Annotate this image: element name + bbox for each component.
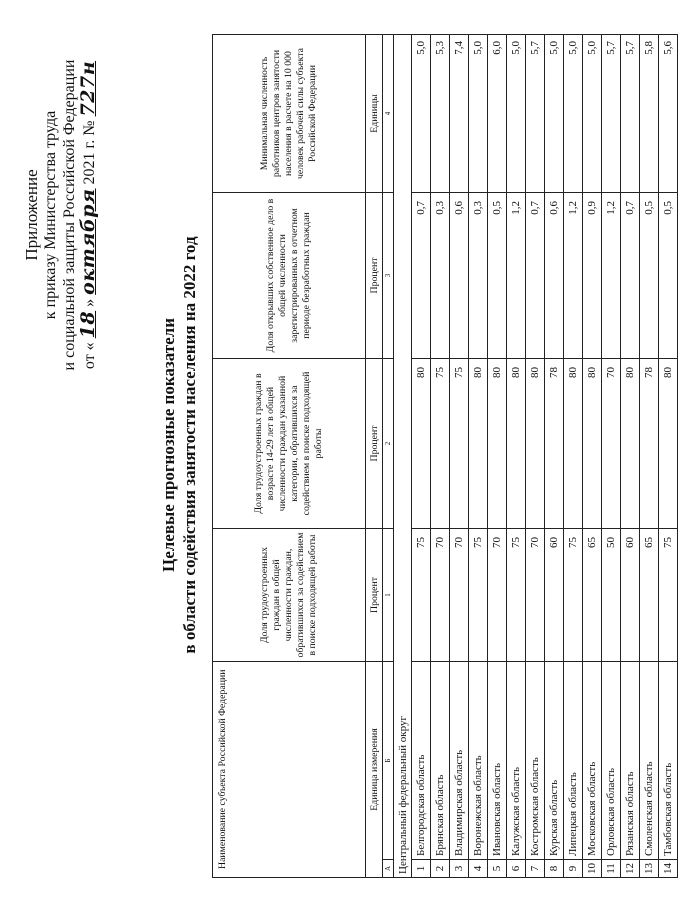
table-row <box>450 35 469 878</box>
order-number: 727н <box>77 60 99 117</box>
row-number: 14 <box>659 860 678 878</box>
region-name: Ивановская область <box>488 662 507 860</box>
value-col3: 1,2 <box>507 193 526 359</box>
header-col3: Доля открывших собственное дело в общей численности зарегистрированных в отчетном периоде безработных граждан <box>213 193 366 359</box>
region-name: Воронежская область <box>469 662 488 860</box>
row-number: 1 <box>412 860 431 878</box>
row-number: 9 <box>564 860 583 878</box>
value-col2: 80 <box>583 359 602 529</box>
row-number: 12 <box>621 860 640 878</box>
value-col3: 0,5 <box>488 193 507 359</box>
region-name: Белгородская область <box>412 662 431 860</box>
row-number: 10 <box>583 860 602 878</box>
header-col4: Минимальная численность работников центров занятости населения в расчете на 10 000 человек рабочей силы субъекта Российской Федерации <box>213 35 366 193</box>
units-row <box>366 35 383 878</box>
region-name: Липецкая область <box>564 662 583 860</box>
value-col4: 6,0 <box>488 35 507 193</box>
value-col1: 65 <box>583 529 602 662</box>
header-row <box>213 35 366 878</box>
value-col4: 5,6 <box>659 35 678 193</box>
value-col4: 5,0 <box>583 35 602 193</box>
table-row <box>431 35 450 878</box>
date-month: октября <box>77 188 99 295</box>
data-rows <box>412 35 678 878</box>
table-row <box>412 35 431 878</box>
header-name: Наименование субъекта Российской Федерации <box>213 662 366 878</box>
value-col4: 5,0 <box>507 35 526 193</box>
date-year: 2021 г. № <box>81 120 98 185</box>
value-col1: 70 <box>488 529 507 662</box>
date-mid: » <box>81 298 98 307</box>
unit-col3: Процент <box>366 193 383 359</box>
value-col1: 70 <box>431 529 450 662</box>
value-col1: 65 <box>640 529 659 662</box>
row-number: 5 <box>488 860 507 878</box>
value-col3: 0,7 <box>621 193 640 359</box>
region-name: Тамбовская область <box>659 662 678 860</box>
header-col2: Доля трудоустроенных граждан в возрасте 14-29 лет в общей численности граждан указанной категории, обратившихся за содействием в поиске подходящей работы <box>213 359 366 529</box>
appendix-ministry-line: и социальной защиты Российской Федерации <box>61 59 78 371</box>
value-col1: 75 <box>564 529 583 662</box>
table-row <box>659 35 678 878</box>
value-col1: 75 <box>469 529 488 662</box>
value-col1: 50 <box>602 529 621 662</box>
unit-col2: Процент <box>366 359 383 529</box>
value-col4: 5,0 <box>412 35 431 193</box>
value-col4: 5,0 <box>545 35 564 193</box>
value-col3: 0,7 <box>412 193 431 359</box>
value-col3: 0,3 <box>431 193 450 359</box>
region-name: Калужская область <box>507 662 526 860</box>
table-row <box>526 35 545 878</box>
appendix-block <box>22 25 99 405</box>
document-title <box>158 125 200 765</box>
region-name: Орловская область <box>602 662 621 860</box>
row-number: 4 <box>469 860 488 878</box>
table-row <box>469 35 488 878</box>
value-col1: 60 <box>621 529 640 662</box>
value-col2: 80 <box>412 359 431 529</box>
col-number: А <box>383 860 394 878</box>
value-col3: 0,5 <box>659 193 678 359</box>
value-col4: 5,0 <box>469 35 488 193</box>
header-col1: Доля трудоустроенных граждан в общей численности граждан, обратившихся за содействием в поиске подходящей работы <box>213 529 366 662</box>
indicators-table <box>212 34 678 878</box>
units-label: Единица измерения <box>366 662 383 878</box>
col-number: 1 <box>383 529 394 662</box>
col-number: 4 <box>383 35 394 193</box>
value-col3: 1,2 <box>602 193 621 359</box>
value-col2: 80 <box>507 359 526 529</box>
value-col2: 75 <box>450 359 469 529</box>
appendix-order-line: к приказу Министерства труда <box>42 110 59 320</box>
region-name: Рязанская область <box>621 662 640 860</box>
table-row <box>583 35 602 878</box>
value-col3: 0,6 <box>545 193 564 359</box>
table-row <box>602 35 621 878</box>
region-name: Курская область <box>545 662 564 860</box>
region-name: Брянская область <box>431 662 450 860</box>
region-name: Костромская область <box>526 662 545 860</box>
table-row <box>545 35 564 878</box>
value-col2: 80 <box>659 359 678 529</box>
value-col4: 5,7 <box>621 35 640 193</box>
value-col4: 5,0 <box>564 35 583 193</box>
region-name: Владимирская область <box>450 662 469 860</box>
appendix-date-line <box>79 25 99 405</box>
value-col3: 0,3 <box>469 193 488 359</box>
unit-col1: Процент <box>366 529 383 662</box>
col-number: 3 <box>383 193 394 359</box>
value-col2: 78 <box>640 359 659 529</box>
value-col2: 70 <box>602 359 621 529</box>
value-col4: 5,8 <box>640 35 659 193</box>
value-col4: 7,4 <box>450 35 469 193</box>
value-col2: 78 <box>545 359 564 529</box>
value-col1: 70 <box>450 529 469 662</box>
value-col3: 0,7 <box>526 193 545 359</box>
value-col4: 5,7 <box>526 35 545 193</box>
table-row <box>621 35 640 878</box>
value-col2: 80 <box>564 359 583 529</box>
table-row <box>564 35 583 878</box>
table-row <box>640 35 659 878</box>
col-number: Б <box>383 662 394 860</box>
row-number: 11 <box>602 860 621 878</box>
row-number: 13 <box>640 860 659 878</box>
row-number: 3 <box>450 860 469 878</box>
value-col2: 80 <box>621 359 640 529</box>
date-prefix: от « <box>81 342 98 370</box>
federal-district: Центральный федеральный округ <box>394 35 412 878</box>
col-number: 2 <box>383 359 394 529</box>
row-number: 7 <box>526 860 545 878</box>
region-name: Смоленская область <box>640 662 659 860</box>
appendix-title: Приложение <box>22 169 41 261</box>
value-col2: 80 <box>469 359 488 529</box>
value-col2: 80 <box>526 359 545 529</box>
value-col1: 75 <box>659 529 678 662</box>
value-col1: 75 <box>507 529 526 662</box>
value-col3: 0,5 <box>640 193 659 359</box>
title-line-1: Целевые прогнозные показатели <box>159 318 178 573</box>
region-name: Московская область <box>583 662 602 860</box>
value-col2: 80 <box>488 359 507 529</box>
value-col4: 5,7 <box>602 35 621 193</box>
date-day: 18 <box>77 310 99 339</box>
unit-col4: Единицы <box>366 35 383 193</box>
column-numbering-row <box>383 35 394 878</box>
value-col3: 1,2 <box>564 193 583 359</box>
value-col1: 70 <box>526 529 545 662</box>
group-row <box>394 35 412 878</box>
value-col1: 60 <box>545 529 564 662</box>
value-col3: 0,6 <box>450 193 469 359</box>
title-line-2: в области содействия занятости населения на 2022 год <box>180 236 199 654</box>
value-col4: 5,3 <box>431 35 450 193</box>
value-col2: 75 <box>431 359 450 529</box>
table-row <box>488 35 507 878</box>
row-number: 6 <box>507 860 526 878</box>
row-number: 2 <box>431 860 450 878</box>
value-col3: 0,9 <box>583 193 602 359</box>
table-row <box>507 35 526 878</box>
value-col1: 75 <box>412 529 431 662</box>
row-number: 8 <box>545 860 564 878</box>
